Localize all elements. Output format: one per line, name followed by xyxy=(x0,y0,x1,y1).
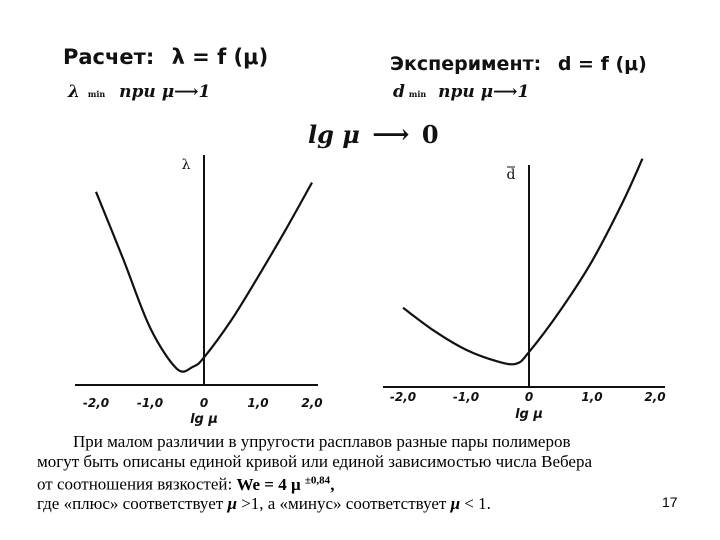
chart-1-tick-label: 0 xyxy=(199,396,209,410)
lg-mu-target: 0 xyxy=(421,120,439,149)
chart-1-tick-label: 2,0 xyxy=(301,396,323,410)
exp-min-value: 1 xyxy=(517,82,530,102)
arrow-icon: ⟶ xyxy=(174,82,199,102)
text-line-3 xyxy=(37,471,707,494)
weber-formula: We = 4 μ xyxy=(236,474,305,494)
text-line-4-a: где «плюс» соответствует xyxy=(37,494,228,514)
calc-min-symbol: λ xyxy=(68,82,80,102)
exp-min-symbol: d xyxy=(393,82,405,102)
page-number: 17 xyxy=(662,494,678,510)
chart-2-tick-label: 0 xyxy=(524,390,534,404)
mu-symbol-2: μ xyxy=(450,494,461,514)
long-arrow-icon: ⟶ xyxy=(372,120,410,150)
chart-2-tick-label: -2,0 xyxy=(389,390,417,404)
lg-mu-label: lg μ xyxy=(308,120,360,149)
text-line-2: могут быть описаны единой кривой или единой зависимостью числа Вебера xyxy=(37,451,593,471)
calc-formula: λ = f (μ) xyxy=(171,45,269,69)
arrow-icon: ⟶ xyxy=(493,82,518,102)
calc-min-sub: min xyxy=(87,89,106,99)
exp-min-cond: при μ xyxy=(438,82,494,102)
chart-2-tick-label: 2,0 xyxy=(644,390,666,404)
calc-label: Расчет: xyxy=(63,45,155,69)
chart-2-tick-label: -1,0 xyxy=(452,390,480,404)
chart-1-y-label: λ xyxy=(181,157,191,173)
weber-formula-end: , xyxy=(330,474,335,494)
chart-1-tick-label: 1,0 xyxy=(247,396,269,410)
weber-exponent: ±0,84 xyxy=(304,474,331,486)
explanation-text xyxy=(37,432,707,514)
chart-1-tick-label: -2,0 xyxy=(82,396,110,410)
text-line-3-prefix: от соотношения вязкостей: xyxy=(37,474,237,494)
text-line-4 xyxy=(37,494,707,514)
text-line-1: При малом различии в упругости расплавов разные пары полимеров xyxy=(73,432,571,451)
chart-2-tick-label: 1,0 xyxy=(581,390,603,404)
chart-2-y-label: d xyxy=(506,167,516,183)
chart-1-tick-label: -1,0 xyxy=(136,396,164,410)
exp-min-sub: min xyxy=(408,89,427,99)
chart-2-x-label: lg μ xyxy=(515,407,543,422)
exp-formula: d = f (μ) xyxy=(557,53,647,75)
chart-1-x-label: lg μ xyxy=(190,412,218,427)
text-line-4-c: < 1. xyxy=(460,494,491,514)
exp-label: Эксперимент: xyxy=(390,53,542,75)
calc-min-value: 1 xyxy=(198,82,211,102)
calc-min-cond: при μ xyxy=(119,82,175,102)
mu-symbol-1: μ xyxy=(227,494,237,514)
chart-2-series-1-line xyxy=(403,159,642,365)
text-line-4-b: >1, а «минус» соответствует xyxy=(236,494,451,514)
